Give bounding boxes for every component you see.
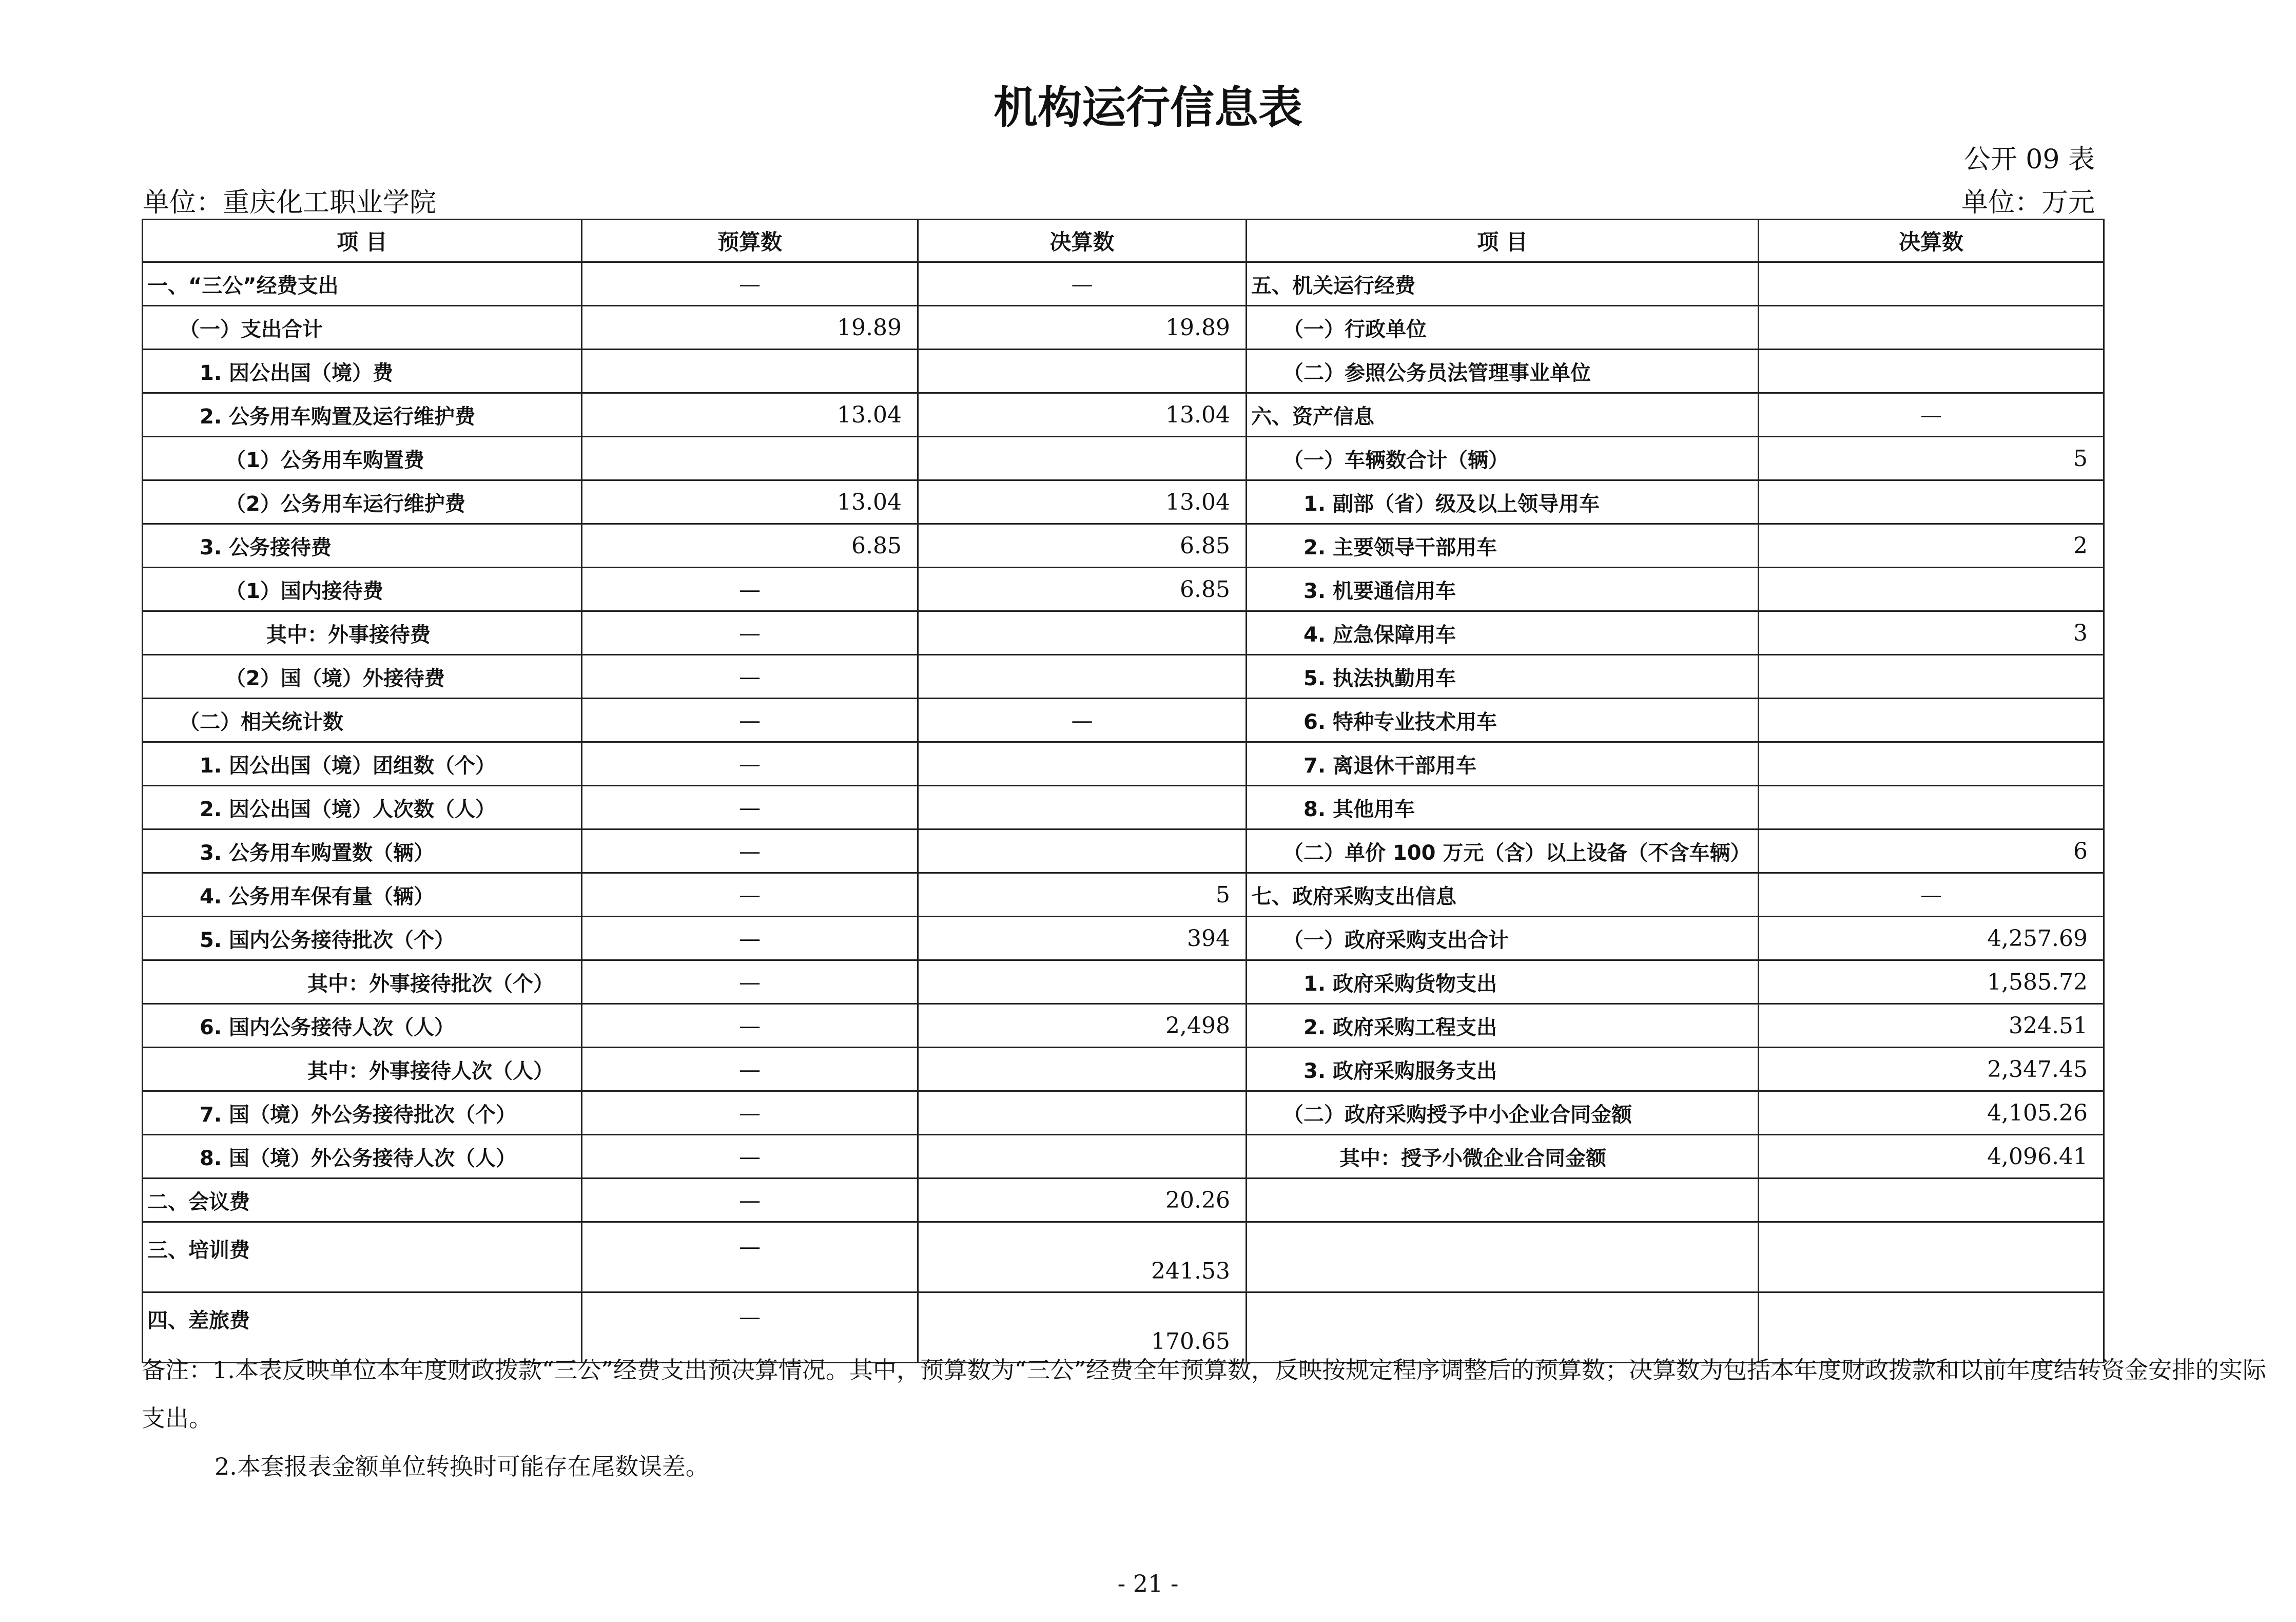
table-row <box>143 960 2104 1004</box>
cell-final-2: 3 <box>1759 611 2104 655</box>
cell-item-2: 1. 副部（省）级及以上领导用车 <box>1247 480 1759 524</box>
cell-final-2: 1,585.72 <box>1759 960 2104 1004</box>
cell-final-2: 4,257.69 <box>1759 917 2104 960</box>
cell-budget: — <box>582 568 918 611</box>
table-row <box>143 1179 2104 1222</box>
cell-final-2 <box>1759 1179 2104 1222</box>
footnote-1: 备注：1.本表反映单位本年度财政拨款“三公”经费支出预决算情况。其中，预算数为“三公”经费全年预算数，反映按规定程序调整后的预算数；决算数为包括本年度财政拨款和以前年度结转资金安排的实际支出。 <box>142 1356 2266 1432</box>
table-row <box>143 829 2104 873</box>
page-title: 机构运行信息表 <box>994 82 1302 133</box>
cell-budget: — <box>582 917 918 960</box>
cell-budget: — <box>582 873 918 917</box>
table-row <box>143 393 2104 437</box>
table-header-row <box>143 220 2104 262</box>
table-row <box>143 699 2104 742</box>
cell-final-2: 4,105.26 <box>1759 1091 2104 1135</box>
cell-item: 三、培训费 <box>143 1222 582 1292</box>
form-code: 公开 09 表 <box>1963 144 2095 175</box>
table-row <box>143 524 2104 568</box>
cell-budget <box>582 437 918 480</box>
cell-item-2: 六、资产信息 <box>1247 393 1759 437</box>
cell-final: 170.65 <box>918 1292 1247 1363</box>
cell-budget: — <box>582 1048 918 1091</box>
cell-item-2: 2. 主要领导干部用车 <box>1247 524 1759 568</box>
cell-final-2: — <box>1759 393 2104 437</box>
cell-final-2: 5 <box>1759 437 2104 480</box>
header-item-2: 项 目 <box>1247 220 1759 262</box>
header-item: 项 目 <box>143 220 582 262</box>
table-row <box>143 611 2104 655</box>
table-row <box>143 1048 2104 1091</box>
cell-item: 7. 国（境）外公务接待批次（个） <box>143 1091 582 1135</box>
header-final: 决算数 <box>918 220 1247 262</box>
cell-final-2 <box>1759 480 2104 524</box>
cell-item: 2. 公务用车购置及运行维护费 <box>143 393 582 437</box>
table-row <box>143 262 2104 306</box>
cell-final: — <box>918 699 1247 742</box>
cell-item: 二、会议费 <box>143 1179 582 1222</box>
table-row <box>143 917 2104 960</box>
cell-final: 241.53 <box>918 1222 1247 1292</box>
cell-item-2: （一）政府采购支出合计 <box>1247 917 1759 960</box>
unit-currency: 单位：万元 <box>1961 187 2095 218</box>
cell-item-2: 五、机关运行经费 <box>1247 262 1759 306</box>
table-row <box>143 742 2104 786</box>
cell-final-2 <box>1759 699 2104 742</box>
cell-item: 4. 公务用车保有量（辆） <box>143 873 582 917</box>
cell-final: 19.89 <box>918 306 1247 350</box>
cell-final: 5 <box>918 873 1247 917</box>
cell-item: 8. 国（境）外公务接待人次（人） <box>143 1135 582 1179</box>
cell-budget: — <box>582 1135 918 1179</box>
cell-item-2 <box>1247 1222 1759 1292</box>
cell-item-2: （二）政府采购授予中小企业合同金额 <box>1247 1091 1759 1135</box>
cell-item: 1. 因公出国（境）费 <box>143 350 582 393</box>
cell-item-2 <box>1247 1179 1759 1222</box>
cell-budget: — <box>582 655 918 699</box>
cell-item-2: 3. 政府采购服务支出 <box>1247 1048 1759 1091</box>
cell-item: （二）相关统计数 <box>143 699 582 742</box>
cell-item-2: （一）车辆数合计（辆） <box>1247 437 1759 480</box>
cell-final: 20.26 <box>918 1179 1247 1222</box>
cell-final <box>918 1135 1247 1179</box>
cell-final <box>918 829 1247 873</box>
cell-final <box>918 786 1247 829</box>
cell-final <box>918 960 1247 1004</box>
table-row <box>143 1004 2104 1048</box>
header-final-2: 决算数 <box>1759 220 2104 262</box>
cell-item: 3. 公务用车购置数（辆） <box>143 829 582 873</box>
table-row <box>143 1091 2104 1135</box>
report-table <box>142 219 2105 1363</box>
cell-final-2 <box>1759 1222 2104 1292</box>
table-row <box>143 786 2104 829</box>
cell-final <box>918 350 1247 393</box>
unit-organization: 单位：重庆化工职业学院 <box>143 187 437 218</box>
cell-final-2: 6 <box>1759 829 2104 873</box>
cell-final <box>918 1048 1247 1091</box>
cell-final <box>918 742 1247 786</box>
table-row <box>143 1135 2104 1179</box>
cell-item-2: （一）行政单位 <box>1247 306 1759 350</box>
cell-final: 6.85 <box>918 524 1247 568</box>
cell-budget: 6.85 <box>582 524 918 568</box>
cell-item: （1）国内接待费 <box>143 568 582 611</box>
cell-item: 6. 国内公务接待人次（人） <box>143 1004 582 1048</box>
cell-final-2 <box>1759 742 2104 786</box>
cell-item-2: 4. 应急保障用车 <box>1247 611 1759 655</box>
cell-item: 其中：外事接待批次（个） <box>143 960 582 1004</box>
table-row <box>143 437 2104 480</box>
table-row <box>143 655 2104 699</box>
cell-item-2: （二）单价 100 万元（含）以上设备（不含车辆） <box>1247 829 1759 873</box>
cell-budget: — <box>582 742 918 786</box>
cell-item-2: （二）参照公务员法管理事业单位 <box>1247 350 1759 393</box>
cell-item-2: 3. 机要通信用车 <box>1247 568 1759 611</box>
cell-final-2 <box>1759 262 2104 306</box>
cell-final: 394 <box>918 917 1247 960</box>
footnote-2: 2.本套报表金额单位转换时可能存在尾数误差。 <box>215 1453 709 1480</box>
cell-final-2: 324.51 <box>1759 1004 2104 1048</box>
cell-item: （一）支出合计 <box>143 306 582 350</box>
cell-budget <box>582 350 918 393</box>
cell-final <box>918 611 1247 655</box>
cell-item-2: 其中：授予小微企业合同金额 <box>1247 1135 1759 1179</box>
cell-final: — <box>918 262 1247 306</box>
cell-item-2: 8. 其他用车 <box>1247 786 1759 829</box>
cell-budget: — <box>582 960 918 1004</box>
cell-item-2: 2. 政府采购工程支出 <box>1247 1004 1759 1048</box>
header-budget: 预算数 <box>582 220 918 262</box>
cell-item: 5. 国内公务接待批次（个） <box>143 917 582 960</box>
table-row <box>143 1222 2104 1292</box>
footnotes <box>142 1346 2266 1491</box>
cell-final-2: 4,096.41 <box>1759 1135 2104 1179</box>
cell-final <box>918 655 1247 699</box>
cell-final-2: — <box>1759 873 2104 917</box>
cell-final: 6.85 <box>918 568 1247 611</box>
cell-item: （1）公务用车购置费 <box>143 437 582 480</box>
cell-budget: — <box>582 786 918 829</box>
cell-budget: — <box>582 1292 918 1363</box>
cell-item: 四、差旅费 <box>143 1292 582 1363</box>
cell-item: 其中：外事接待费 <box>143 611 582 655</box>
cell-budget: — <box>582 1091 918 1135</box>
cell-final <box>918 1091 1247 1135</box>
cell-budget: — <box>582 611 918 655</box>
page-number: - 21 - <box>1117 1570 1179 1597</box>
cell-budget: 19.89 <box>582 306 918 350</box>
cell-budget: 13.04 <box>582 393 918 437</box>
cell-item-2: 6. 特种专业技术用车 <box>1247 699 1759 742</box>
cell-final-2 <box>1759 306 2104 350</box>
cell-final: 2,498 <box>918 1004 1247 1048</box>
cell-final: 13.04 <box>918 480 1247 524</box>
table-row <box>143 306 2104 350</box>
cell-final-2 <box>1759 568 2104 611</box>
cell-item: 3. 公务接待费 <box>143 524 582 568</box>
table-row <box>143 480 2104 524</box>
cell-budget: 13.04 <box>582 480 918 524</box>
table-row <box>143 568 2104 611</box>
cell-item: （2）公务用车运行维护费 <box>143 480 582 524</box>
cell-final <box>918 437 1247 480</box>
cell-item: （2）国（境）外接待费 <box>143 655 582 699</box>
cell-final-2 <box>1759 350 2104 393</box>
cell-item-2: 七、政府采购支出信息 <box>1247 873 1759 917</box>
cell-final-2: 2,347.45 <box>1759 1048 2104 1091</box>
cell-item: 2. 因公出国（境）人次数（人） <box>143 786 582 829</box>
table-row <box>143 350 2104 393</box>
cell-budget: — <box>582 699 918 742</box>
cell-budget: — <box>582 1004 918 1048</box>
cell-final-2 <box>1759 655 2104 699</box>
cell-budget: — <box>582 262 918 306</box>
cell-item: 一、“三公”经费支出 <box>143 262 582 306</box>
cell-final: 13.04 <box>918 393 1247 437</box>
cell-final-2 <box>1759 786 2104 829</box>
cell-budget: — <box>582 1222 918 1292</box>
cell-item: 其中：外事接待人次（人） <box>143 1048 582 1091</box>
cell-item-2: 5. 执法执勤用车 <box>1247 655 1759 699</box>
table-row <box>143 873 2104 917</box>
cell-item: 1. 因公出国（境）团组数（个） <box>143 742 582 786</box>
cell-budget: — <box>582 1179 918 1222</box>
cell-budget: — <box>582 829 918 873</box>
cell-item-2: 7. 离退休干部用车 <box>1247 742 1759 786</box>
cell-final-2: 2 <box>1759 524 2104 568</box>
cell-item-2: 1. 政府采购货物支出 <box>1247 960 1759 1004</box>
